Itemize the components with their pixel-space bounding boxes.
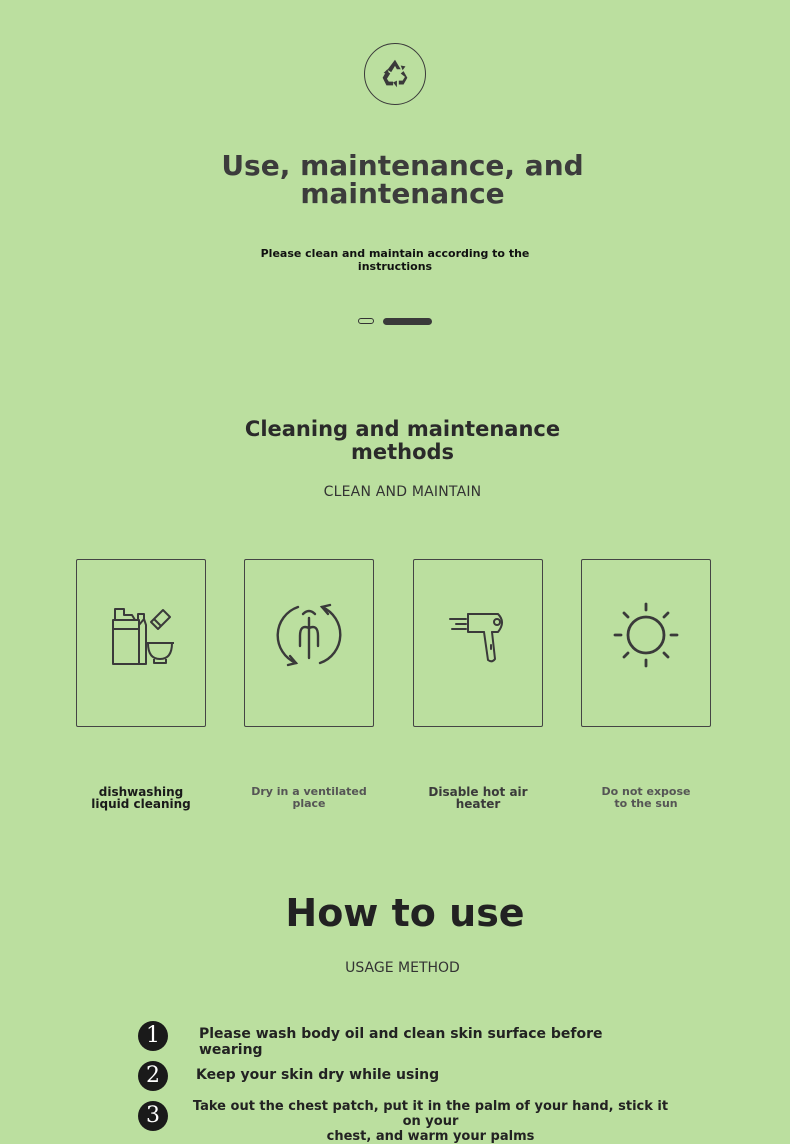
page-title <box>170 149 635 210</box>
cleaning-title-line2: methods <box>350 440 455 464</box>
cleaning-section-title <box>235 418 570 464</box>
card-air-dry <box>244 559 374 727</box>
page-title-line2: maintenance <box>300 177 505 210</box>
card-label-sun-line1: Do not expose <box>601 785 691 798</box>
page-subtitle <box>260 247 530 273</box>
card-label-hair-dryer <box>413 786 543 810</box>
card-label-hair-dryer-line2: heater <box>455 797 501 811</box>
step-text: Keep your skin dry while using <box>196 1067 440 1083</box>
step-number-badge: 1 <box>138 1021 168 1051</box>
step-number-badge: 3 <box>138 1101 168 1131</box>
step-text-line2: chest, and warm your palms <box>326 1129 535 1144</box>
detergent-icon <box>108 605 174 665</box>
card-label-dishwashing-line2: liquid cleaning <box>91 797 191 811</box>
card-label-air-dry <box>244 786 374 810</box>
step-text: Please wash body oil and clean skin surface before wearing <box>199 1026 603 1058</box>
step-text <box>190 1099 671 1144</box>
card-label-hair-dryer-line1: Disable hot air <box>428 785 528 799</box>
card-sun <box>581 559 711 727</box>
step-number-badge: 2 <box>138 1061 168 1091</box>
card-hair-dryer <box>413 559 543 727</box>
card-label-dishwashing <box>76 786 206 810</box>
card-label-sun-line2: to the sun <box>614 797 678 810</box>
card-label-dishwashing-line1: dishwashing <box>98 785 184 799</box>
card-label-air-dry-line1: Dry in a ventilated <box>251 785 367 798</box>
cleaning-section-subtitle: CLEAN AND MAINTAIN <box>323 484 482 500</box>
cleaning-title-line1: Cleaning and maintenance <box>244 417 561 441</box>
card-label-air-dry-line2: place <box>292 797 326 810</box>
page-subtitle-line1: Please clean and maintain according to the <box>260 247 530 260</box>
page-title-line1: Use, maintenance, and <box>221 149 584 182</box>
step-text-line1: Take out the chest patch, put it in the palm of your hand, stick it on your <box>192 1099 669 1129</box>
card-label-sun <box>581 786 711 810</box>
air-dry-icon <box>274 600 344 670</box>
card-dishwashing <box>76 559 206 727</box>
carousel-dot-2-active[interactable] <box>383 318 432 325</box>
carousel-dot-1[interactable] <box>358 318 374 324</box>
sun-icon <box>611 600 681 670</box>
page-subtitle-line2: instructions <box>357 260 433 273</box>
usage-section-title: How to use <box>285 891 525 935</box>
recycle-logo <box>364 43 426 105</box>
hair-dryer-icon <box>448 605 508 665</box>
usage-section-subtitle: USAGE METHOD <box>345 960 460 976</box>
recycle-icon <box>376 55 414 93</box>
